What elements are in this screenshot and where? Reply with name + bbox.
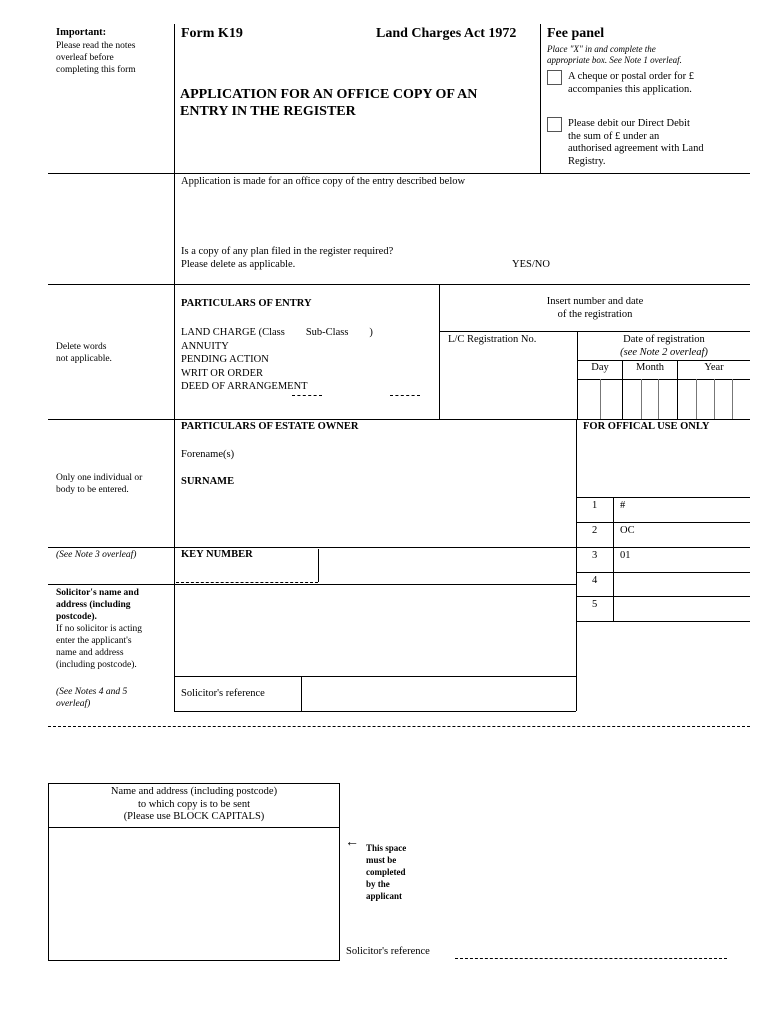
form-number: Form K19 — [181, 26, 243, 41]
applicant-note-1: This space — [366, 843, 407, 853]
solicitor-title-2: address (including — [56, 600, 131, 610]
insert-heading — [440, 296, 750, 321]
month-digit-sep-1 — [641, 379, 642, 419]
return-address-heading — [49, 784, 339, 828]
title-line-2: ENTRY IN THE REGISTER — [180, 104, 356, 119]
solicitor-text-4: (including postcode). — [56, 660, 137, 670]
class-dash-1 — [292, 395, 322, 396]
entry-land-charge: LAND CHARGE (Class Sub-Class ) — [181, 327, 373, 338]
official-row-2-top — [576, 522, 750, 523]
solicitor-text-3: name and address — [56, 648, 124, 658]
dd-line-2: the sum of £ under an — [568, 130, 660, 142]
solicitor-text-1: If no solicitor is acting — [56, 624, 143, 634]
fee-instruction-1: Place "X" in and complete the — [547, 44, 656, 54]
forenames-label: Forename(s) — [181, 449, 235, 460]
see-notes45 — [56, 686, 127, 710]
year-label: Year — [704, 362, 724, 373]
entry-writ-order: WRIT OR ORDER — [181, 367, 264, 379]
day-digit-sep — [600, 379, 601, 419]
year-digit-sep-1 — [696, 379, 697, 419]
insert-line-2: of the registration — [557, 308, 633, 320]
key-number-divider — [318, 549, 319, 582]
solicitor-title-1: Solicitor's name and — [56, 588, 139, 598]
important-line-1: Please read the notes — [56, 40, 136, 51]
direct-debit-checkbox[interactable] — [547, 117, 562, 132]
arrow-left-icon: ← — [345, 835, 359, 850]
official-row-4-top — [576, 572, 750, 573]
official-val-3: 01 — [620, 550, 631, 561]
solicitor-ref-top-rule — [174, 676, 576, 677]
lc-reg-input[interactable] — [339, 382, 439, 419]
title-line-1: APPLICATION FOR AN OFFICE COPY OF AN — [180, 87, 478, 102]
day-label: Day — [591, 362, 609, 373]
official-val-1: # — [620, 500, 626, 511]
solicitor-ref-label: Solicitor's reference — [181, 688, 265, 699]
date-note: (see Note 2 overleaf) — [620, 347, 708, 358]
date-heading: Date of registration — [623, 334, 705, 345]
official-divider — [576, 419, 577, 711]
see-notes45-line-2: overleaf) — [56, 699, 91, 709]
official-num-3: 3 — [592, 550, 598, 561]
yes-no-option[interactable]: YES/NO — [512, 259, 550, 270]
official-num-4: 4 — [592, 575, 598, 586]
cut-line — [48, 726, 750, 727]
year-digit-sep-2 — [714, 379, 715, 419]
dd-line-3: authorised agreement with Land — [568, 143, 704, 154]
return-heading-1: Name and address (including postcode) — [110, 786, 278, 797]
solicitor-title-3: postcode). — [56, 612, 97, 622]
return-heading-3: (Please use BLOCK CAPITALS) — [123, 811, 265, 822]
main-left-border — [174, 24, 175, 712]
return-address-box — [48, 783, 340, 961]
official-num-divider — [613, 497, 614, 621]
entry-annuity: ANNUITY — [181, 340, 229, 352]
bottom-solicitor-ref-input[interactable] — [455, 958, 727, 959]
application-rule — [48, 284, 750, 285]
month-label: Month — [635, 362, 664, 373]
return-address-input[interactable] — [49, 828, 339, 958]
important-title: Important: — [56, 27, 107, 38]
official-row-3-top — [576, 547, 750, 548]
key-number-dash — [176, 582, 318, 583]
entry-heading: PARTICULARS OF ENTRY — [181, 298, 312, 309]
dd-line-1: Please debit our Direct Debit — [568, 118, 690, 129]
cheque-line-1: A cheque or postal order for £ — [568, 71, 694, 82]
act-title: Land Charges Act 1972 — [376, 26, 517, 41]
delete-words-line-1: Delete words — [56, 342, 107, 352]
fee-instruction-2: appropriate box. See Note 1 overleaf. — [547, 55, 682, 65]
fee-panel-divider — [540, 24, 541, 174]
important-note — [56, 27, 168, 76]
fee-instruction — [547, 44, 682, 66]
insert-line-1: Insert number and date — [546, 296, 644, 307]
solicitor-ref-input[interactable] — [303, 678, 575, 710]
entry-deed-arrangement: DEED OF ARRANGEMENT — [181, 381, 308, 392]
month-digit-sep-2 — [658, 379, 659, 419]
delete-words-note — [56, 341, 112, 365]
important-line-3: completing this form — [56, 64, 136, 75]
see-note3: (See Note 3 overleaf) — [56, 550, 137, 560]
header-rule — [48, 173, 750, 174]
solicitor-ref-divider — [301, 676, 302, 711]
cheque-checkbox[interactable] — [547, 70, 562, 85]
one-individual-note — [56, 472, 142, 496]
solicitor-text-2: enter the applicant's — [56, 636, 132, 646]
applicant-note-5: applicant — [366, 891, 403, 901]
owner-heading: PARTICULARS OF ESTATE OWNER — [181, 421, 359, 432]
official-num-5: 5 — [592, 599, 598, 610]
official-num-2: 2 — [592, 525, 598, 536]
owner-rule — [48, 547, 576, 548]
official-heading: FOR OFFICAL USE ONLY — [583, 421, 710, 432]
cheque-option — [568, 71, 694, 96]
entry-pending-action: PENDING ACTION — [181, 354, 269, 365]
reg-header-rule — [439, 331, 750, 332]
delete-words-line-2: not applicable. — [56, 354, 112, 364]
page-title — [180, 86, 477, 120]
cheque-line-2: accompanies this application. — [568, 83, 692, 95]
official-val-2: OC — [620, 525, 635, 536]
year-digit-sep-3 — [732, 379, 733, 419]
see-notes45-line-1: (See Notes 4 and 5 — [56, 687, 128, 697]
official-row-5-top — [576, 596, 750, 597]
applicant-note-2: must be — [366, 855, 397, 865]
official-row-1-top — [576, 497, 750, 498]
date-sub-rule — [577, 360, 750, 361]
lc-registration-label: L/C Registration No. — [448, 334, 537, 345]
one-individual-line-2: body to be entered. — [56, 485, 129, 495]
one-individual-line-1: Only one individual or — [56, 473, 143, 483]
return-heading-2: to which copy is to be sent — [138, 798, 250, 810]
applicant-note-4: by the — [366, 879, 390, 889]
surname-label: SURNAME — [181, 476, 235, 487]
official-num-1: 1 — [592, 500, 598, 511]
solicitor-ref-bottom-rule — [174, 711, 576, 712]
direct-debit-option — [568, 118, 704, 168]
plan-question: Is a copy of any plan filed in the register required? — [181, 246, 394, 257]
applicant-note — [366, 842, 406, 902]
important-line-2: overleaf before — [56, 52, 114, 63]
entry-rule — [48, 419, 750, 420]
solicitor-note — [56, 587, 172, 671]
bottom-solicitor-ref-label: Solicitor's reference — [346, 946, 430, 957]
dd-line-4: Registry. — [568, 155, 606, 167]
date-header-bottom — [577, 379, 750, 380]
official-row-5-bottom — [576, 621, 750, 622]
application-statement: Application is made for an office copy of the entry described below — [181, 176, 466, 187]
fee-panel-title: Fee panel — [547, 26, 605, 41]
key-number-rule — [48, 584, 576, 585]
delete-applicable: Please delete as applicable. — [181, 259, 296, 270]
key-number-label: KEY NUMBER — [181, 549, 253, 560]
applicant-note-3: completed — [366, 867, 406, 877]
